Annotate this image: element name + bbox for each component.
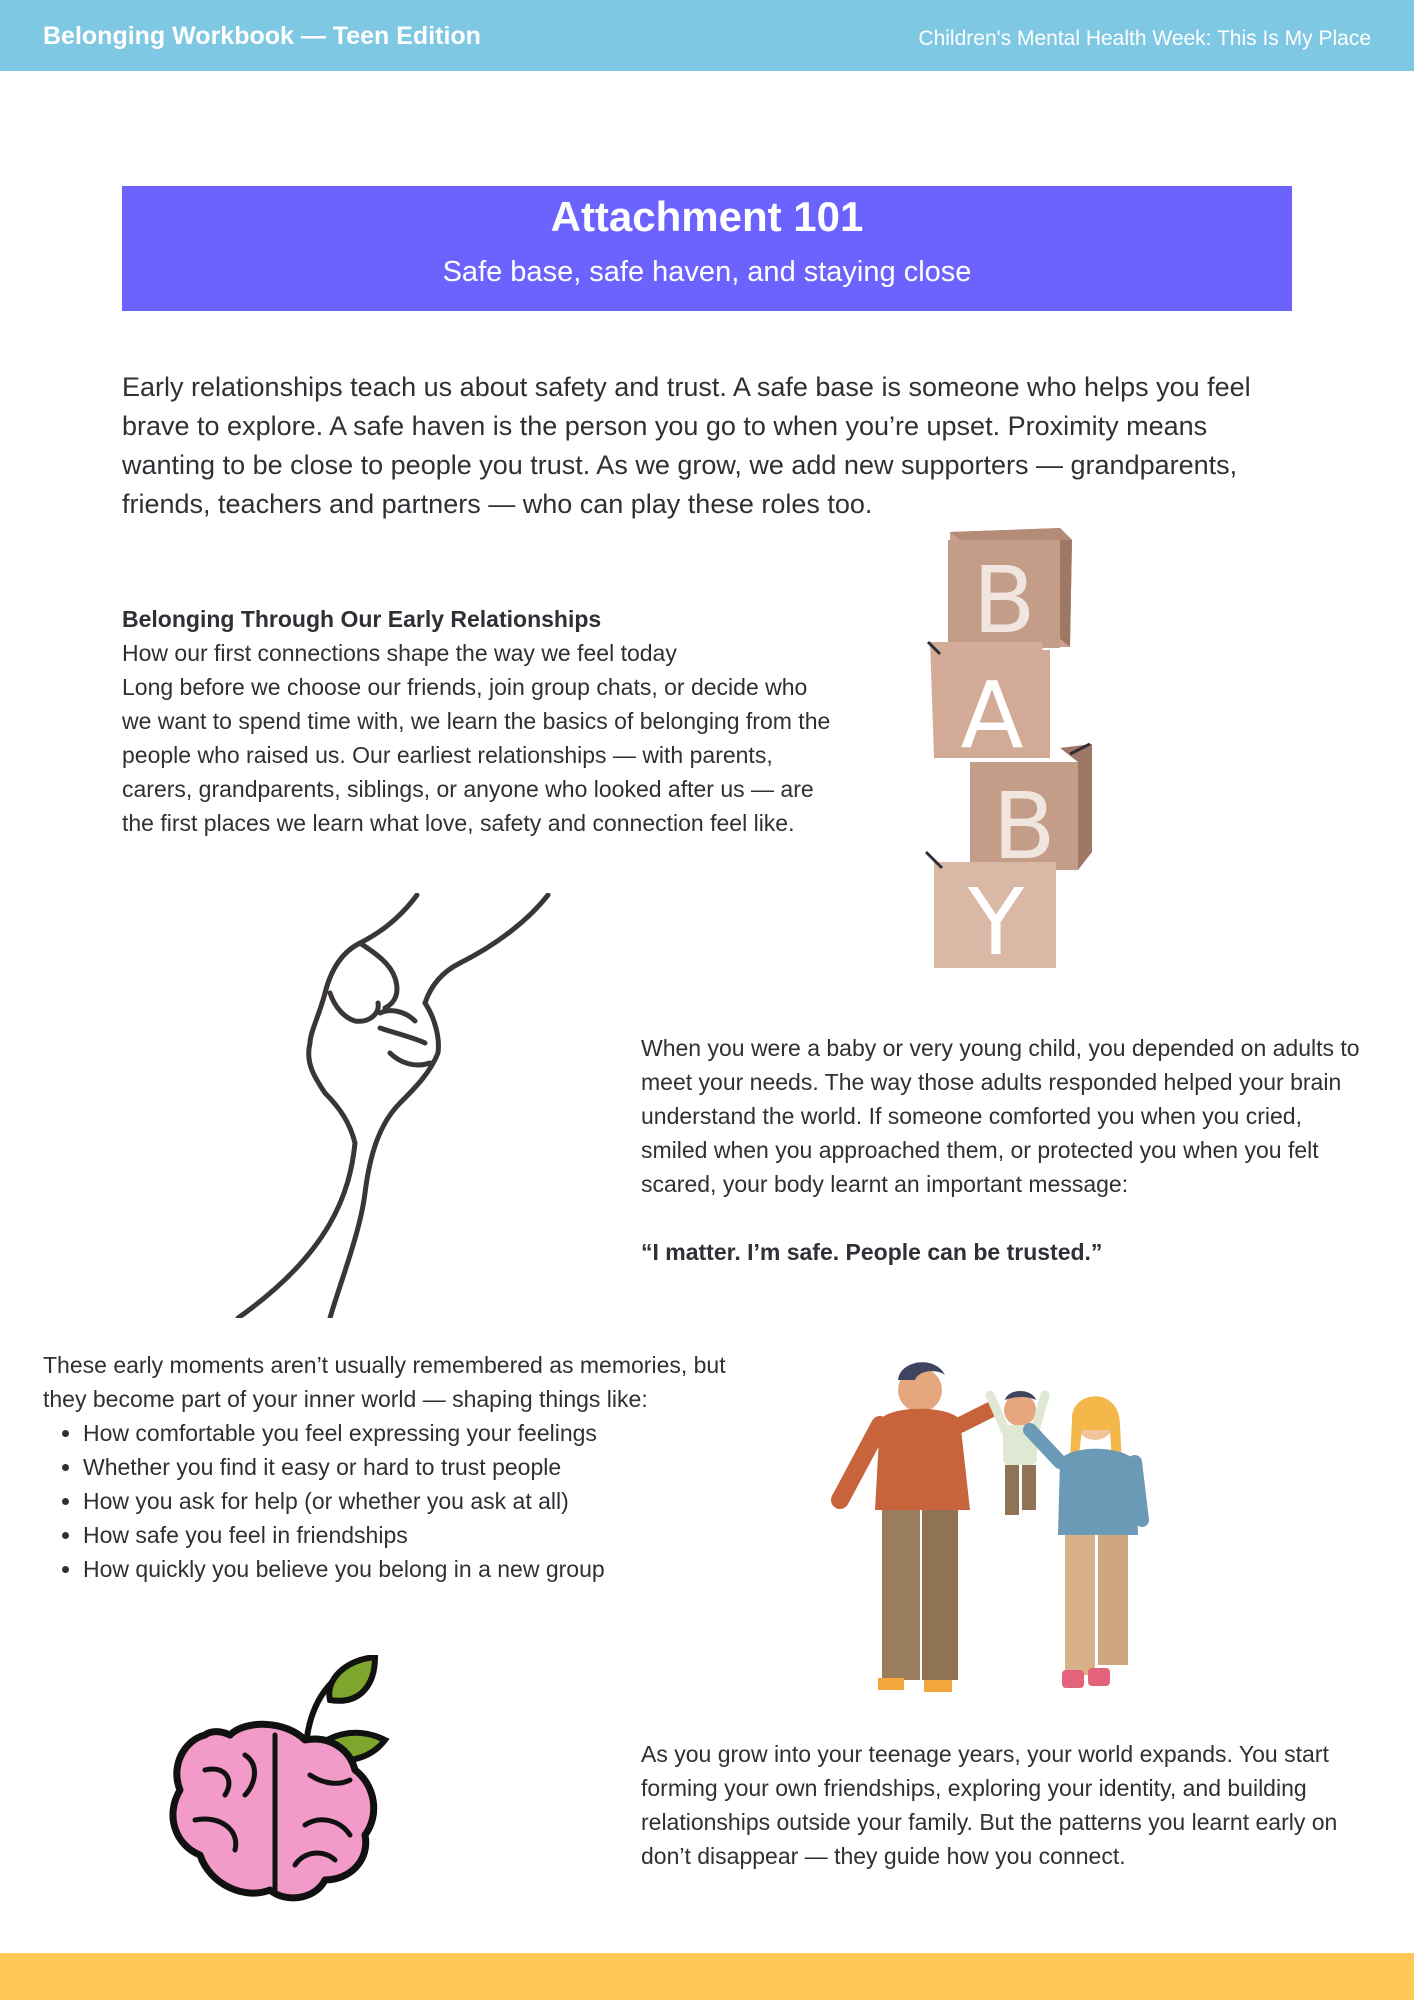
footer-bar [0,1953,1414,2000]
block-letter-4: Y [967,869,1025,970]
block-letter-3: B [992,773,1056,880]
baby-needs-section [641,1031,1361,1269]
event-title: Children's Mental Health Week: This Is My Place [918,27,1371,50]
page-title: Attachment 101 [550,193,864,240]
child-figure [990,1391,1045,1515]
list-item: • How safe you feel in friendships [83,1518,743,1552]
key-message-quote: “I matter. I’m safe. People can be trusted.” [641,1239,1103,1265]
workbook-title: Belonging Workbook — Teen Edition [43,22,481,50]
page-subtitle: Safe base, safe haven, and staying close [442,256,972,288]
section-heading: Belonging Through Our Early Relationships [122,606,602,632]
top-header-bar [0,0,1414,71]
mother-figure [1030,1396,1142,1688]
early-relationships-section [122,602,842,840]
baby-blocks-illustration [920,522,1095,970]
list-item: • How you ask for help (or whether you ask at all) [83,1484,743,1518]
section-body: As you grow into your teenage years, your world expands. You start forming your own friendships, exploring your identity, and building relationships outside your family. But the patterns you learnt early on don’t disappear — they guide how you connect. [641,1741,1338,1869]
holding-hands-illustration [230,893,560,1318]
brain-growth-icon [165,1655,390,1905]
family-illustration [820,1350,1160,1700]
list-item: • How quickly you believe you belong in a new group [83,1552,743,1586]
father-figure [840,1362,990,1692]
list-item: • How comfortable you feel expressing your feelings [83,1416,743,1450]
title-banner [122,186,1292,311]
section-body: Long before we choose our friends, join group chats, or decide who we want to spend time with, we learn the basics of belonging from the people who raised us. Our earliest relationships — with parents, carers, grandparents, siblings, or anyone who looked after us — are the first places we learn what love, safety and connection feel like. [122,674,831,836]
intro-paragraph: Early relationships teach us about safety and trust. A safe base is someone who helps you feel brave to explore. A safe haven is the person you go to when you’re upset. Proximity means wanting to be close to people you trust. As we grow, we add new supporters — grandparents, friends, teachers and partners — who can play these roles too. [122,372,1251,519]
section-subheading: How our first connections shape the way we feel today [122,640,677,666]
section-body: When you were a baby or very young child, you depended on adults to meet your needs. The way those adults responded helped your brain understand the world. If someone comforted you when you cried, smiled when you approached them, or protected you when you felt scared, your body learnt an important message: [641,1035,1360,1197]
block-letter-2: A [960,662,1024,769]
section-intro: These early moments aren’t usually remembered as memories, but they become part of your inner world — shaping things like: [43,1352,726,1412]
teen-years-section [641,1737,1341,1873]
inner-world-list [43,1416,743,1586]
block-letter-1: B [972,547,1036,654]
list-item: • Whether you find it easy or hard to trust people [83,1450,743,1484]
inner-world-section [43,1348,743,1586]
